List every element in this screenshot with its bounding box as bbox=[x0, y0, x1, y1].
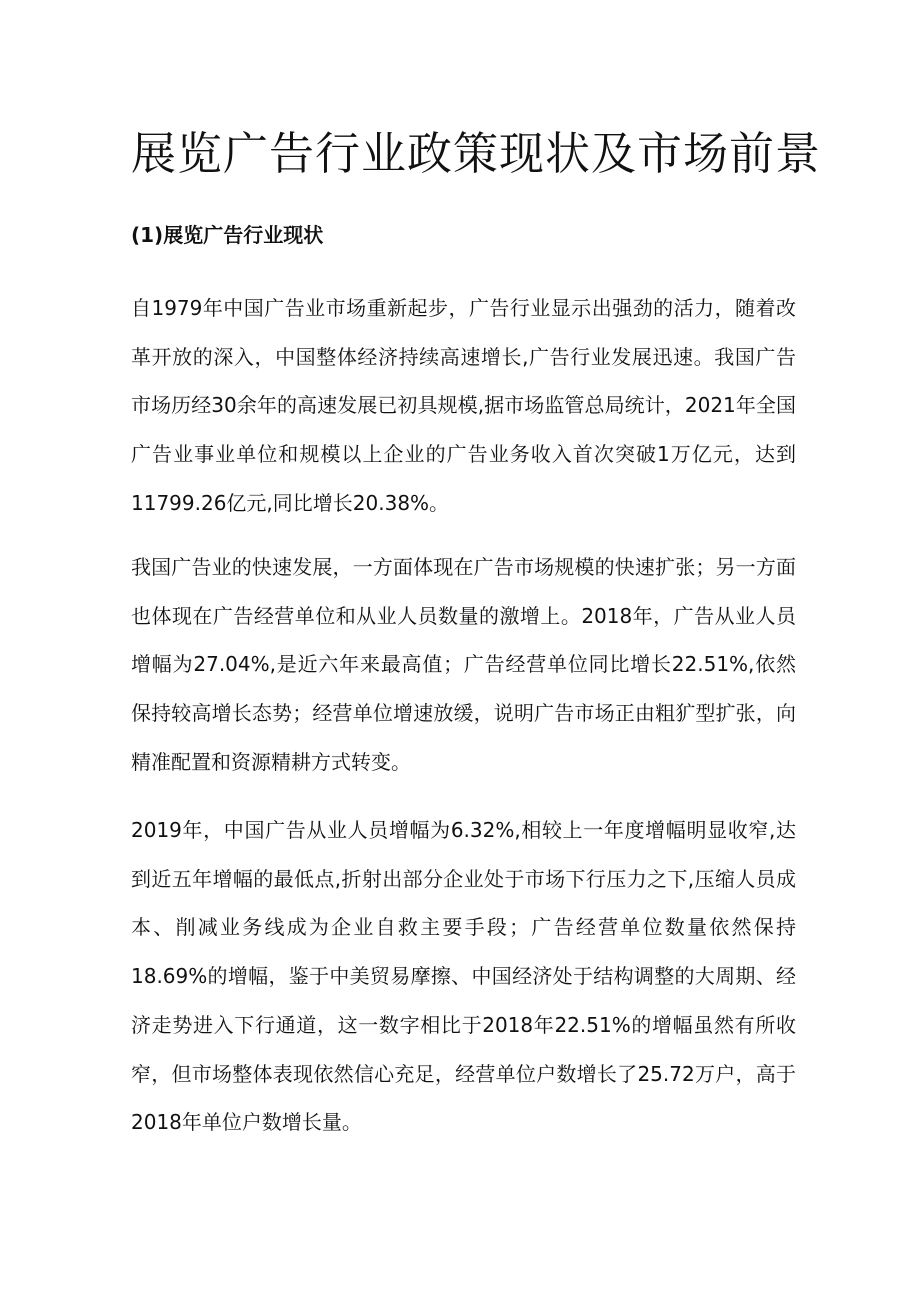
section-heading: (1)展览广告行业现状 bbox=[131, 223, 324, 247]
paragraph-1: 自1979年中国广告业市场重新起步，广告行业显示出强劲的活力，随着改革开放的深入，中国整体经济持续高速增长,广告行业发展迅速。我国广告市场历经30余年的高速发展已初具规模,据市场监管总局统计，2021年全国广告业事业单位和规模以上企业的广告业务收入首次突破1万亿元，达到11799.26亿元,同比增长20.38%。 bbox=[131, 296, 796, 515]
document-title: 展览广告行业政策现状及市场前景 bbox=[131, 127, 822, 180]
paragraph-2: 我国广告业的快速发展，一方面体现在广告市场规模的快速扩张；另一方面也体现在广告经营单位和从业人员数量的激增上。2018年，广告从业人员增幅为27.04%,是近六年来最高值；广告经营单位同比增长22.51%,依然保持较高增长态势；经营单位增速放缓，说明广告市场正由粗犷型扩张，向精准配置和资源精耕方式转变。 bbox=[131, 555, 796, 774]
paragraph-3: 2019年，中国广告从业人员增幅为6.32%,相较上一年度增幅明显收窄,达到近五年增幅的最低点,折射出部分企业处于市场下行压力之下,压缩人员成本、削减业务线成为企业自救主要手段；广告经营单位数量依然保持18.69%的增幅，鉴于中美贸易摩擦、中国经济处于结构调整的大周期、经济走势进入下行通道，这一数字相比于2018年22.51%的增幅虽然有所收窄，但市场整体表现依然信心充足，经营单位户数增长了25.72万户，高于2018年单位户数增长量。 bbox=[131, 818, 796, 1135]
